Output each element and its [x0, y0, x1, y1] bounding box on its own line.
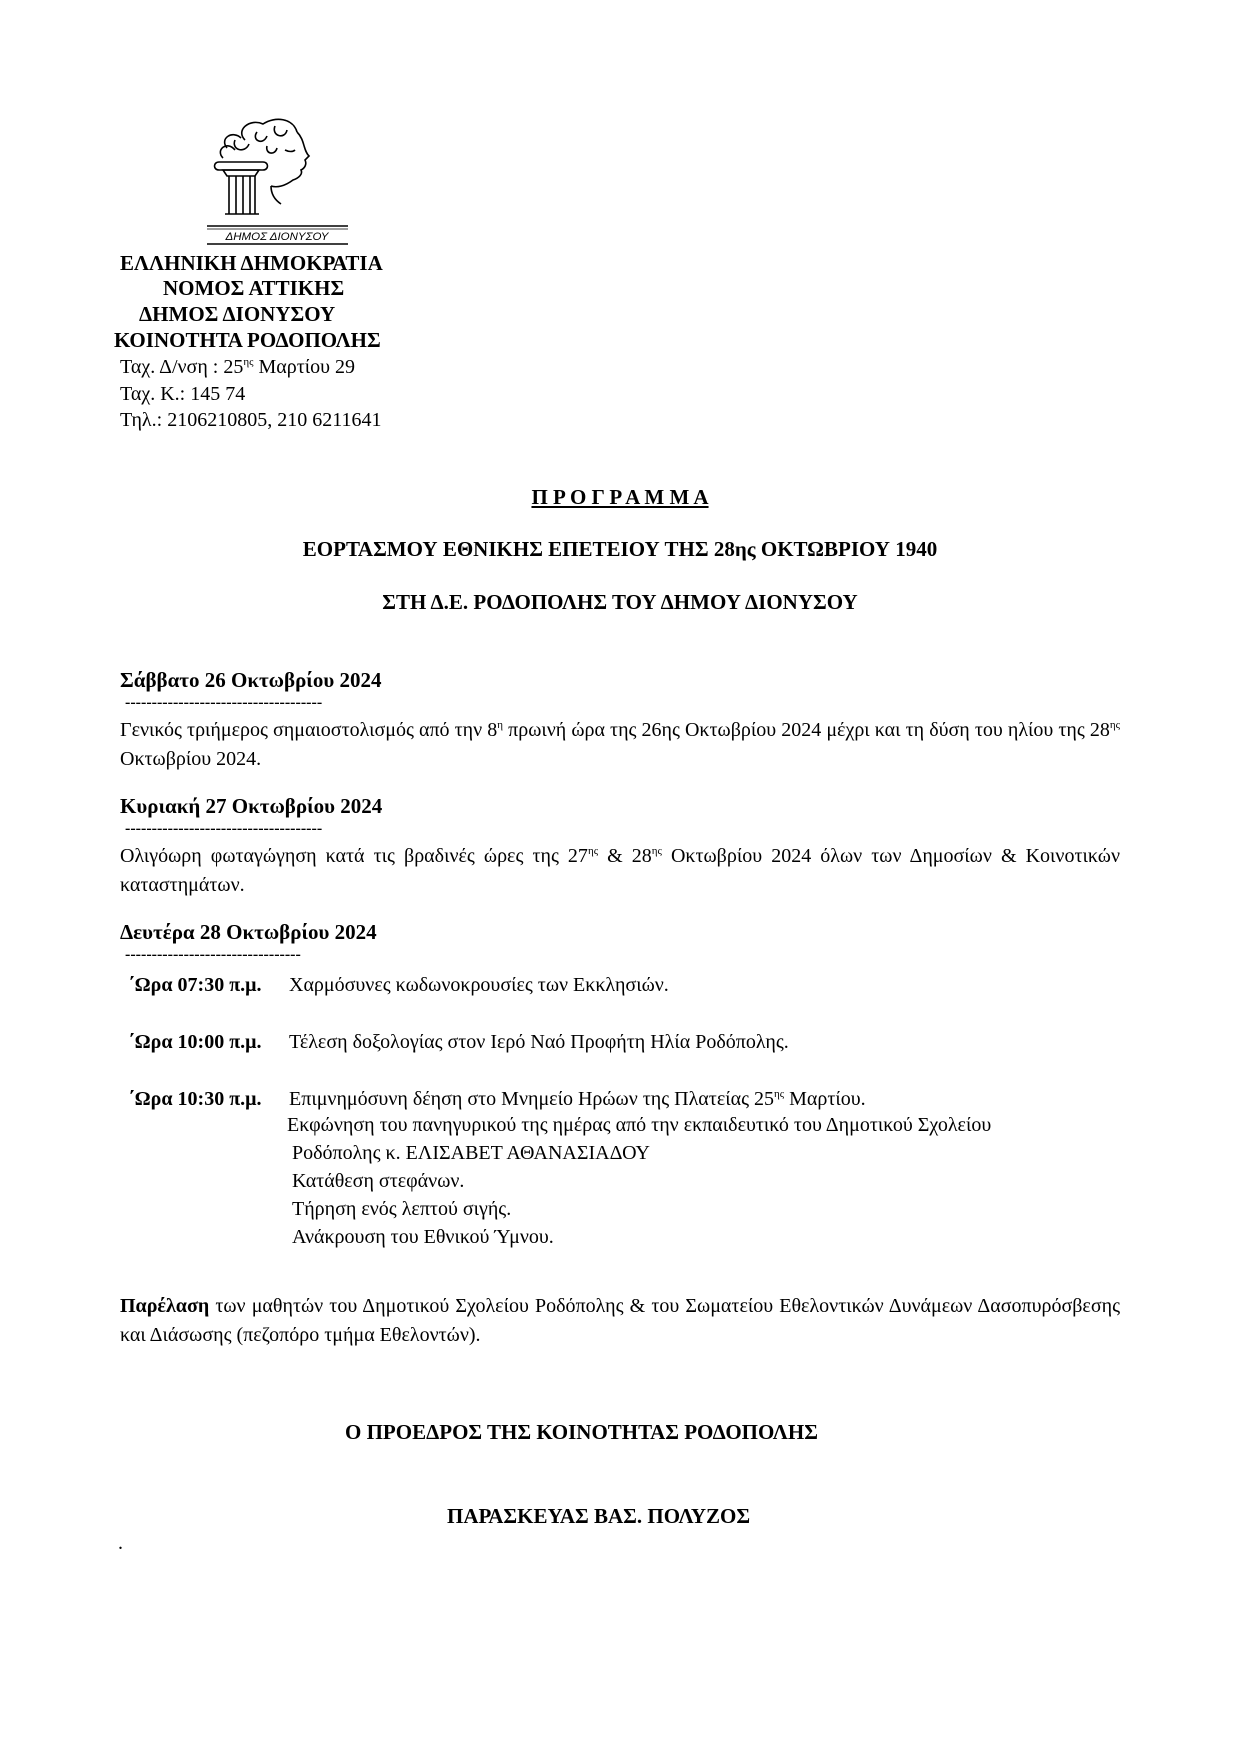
heading-underline: -------------------------------------: [125, 694, 323, 711]
header-phone: Τηλ.: 2106210805, 210 6211641: [120, 409, 382, 431]
event-detail: Ανάκρουση του Εθνικού Ύμνου.: [292, 1226, 554, 1248]
day1-paragraph: Γενικός τριήμερος σημαιοστολισμός από την $8^\eta$ πρωινή ώρα της 26ης Οκτωβρίου 2024 μέχρι και τη δύση του ηλίου της $28^{\eta\varsigma}$ Οκτωβρίου 2024.: [120, 719, 1120, 770]
signature-role: Ο ΠΡΟΕΔΡΟΣ ΤΗΣ ΚΟΙΝΟΤΗΤΑΣ ΡΟΔΟΠΟΛΗΣ: [345, 1420, 818, 1444]
document-subtitle-1: ΕΟΡΤΑΣΜΟΥ ΕΘΝΙΚΗΣ ΕΠΕΤΕΙΟΥ ΤΗΣ 28ης ΟΚΤΩΒΡΙΟΥ 1940: [302, 537, 938, 561]
parade-paragraph: Παρέλαση των μαθητών του Δημοτικού Σχολείου Ροδόπολης & του Σωματείου Εθελοντικών Δυνάμεων Δασοπυρόσβεσης και Διάσωσης (πεζοπόρο τμήμα Εθελοντών).: [120, 1295, 1120, 1346]
header-address: Ταχ. Δ/νση : $25^{\eta\varsigma}$ Μαρτίου 29: [120, 356, 356, 378]
event-detail: Τήρηση ενός λεπτού σιγής.: [292, 1198, 512, 1220]
footer-mark: .: [118, 1532, 123, 1554]
header-postcode: Ταχ. Κ.: 145 74: [120, 383, 246, 405]
header-country: ΕΛΛΗΝΙΚΗ ΔΗΜΟΚΡΑΤΙΑ: [120, 251, 383, 275]
document-title: Π Ρ Ο Γ Ρ Α Μ Μ Α: [531, 485, 709, 509]
event-time: ΄Ωρα 10:30 π.μ.: [128, 1088, 262, 1110]
event-time: ΄Ωρα 10:00 π.μ.: [128, 1031, 262, 1053]
event-detail: Κατάθεση στεφάνων.: [292, 1170, 465, 1192]
event-text: Τέλεση δοξολογίας στον Ιερό Ναό Προφήτη Ηλία Ροδόπολης.: [289, 1031, 789, 1053]
event-time: ΄Ωρα 07:30 π.μ.: [128, 974, 262, 996]
event-detail: Εκφώνηση του πανηγυρικού της ημέρας από την εκπαιδευτικό του Δημοτικού Σχολείου: [287, 1114, 992, 1136]
document-subtitle-2: ΣΤΗ Δ.Ε. ΡΟΔΟΠΟΛΗΣ ΤΟΥ ΔΗΜΟΥ ΔΙΟΝΥΣΟΥ: [382, 590, 858, 614]
day-heading-saturday: Σάββατο 26 Οκτωβρίου 2024: [120, 668, 382, 692]
logo-caption: ΔΗΜΟΣ ΔΙΟΝΥΣΟΥ: [225, 231, 329, 243]
header-prefecture: ΝΟΜΟΣ ΑΤΤΙΚΗΣ: [163, 276, 345, 300]
event-detail: Ροδόπολης κ. ΕΛΙΣΑΒΕΤ ΑΘΑΝΑΣΙΑΔΟΥ: [292, 1142, 650, 1164]
event-text: Επιμνημόσυνη δέηση στο Μνημείο Ηρώων της Πλατείας $25^{\eta\varsigma}$ Μαρτίου.: [289, 1088, 866, 1110]
heading-underline: ---------------------------------: [125, 946, 301, 963]
day-heading-monday: Δευτέρα 28 Οκτωβρίου 2024: [120, 920, 377, 944]
heading-underline: -------------------------------------: [125, 820, 323, 837]
day-heading-sunday: Κυριακή 27 Οκτωβρίου 2024: [120, 794, 383, 818]
header-municipality: ΔΗΜΟΣ ΔΙΟΝΥΣΟΥ: [139, 302, 336, 326]
municipality-logo: [205, 110, 350, 248]
event-text: Χαρμόσυνες κωδωνοκρουσίες των Εκκλησιών.: [289, 974, 669, 996]
header-community: ΚΟΙΝΟΤΗΤΑ ΡΟΔΟΠΟΛΗΣ: [114, 328, 381, 352]
signature-name: ΠΑΡΑΣΚΕΥΑΣ ΒΑΣ. ΠΟΛΥΖΟΣ: [447, 1504, 751, 1528]
day2-paragraph: Ολιγόωρη φωταγώγηση κατά τις βραδινές ώρες της $27^{\eta\varsigma}$ & $28^{\eta\varsigma}$ Οκτωβρίου 2024 όλων των Δημοσίων & Κοινοτικών καταστημάτων.: [120, 845, 1120, 896]
